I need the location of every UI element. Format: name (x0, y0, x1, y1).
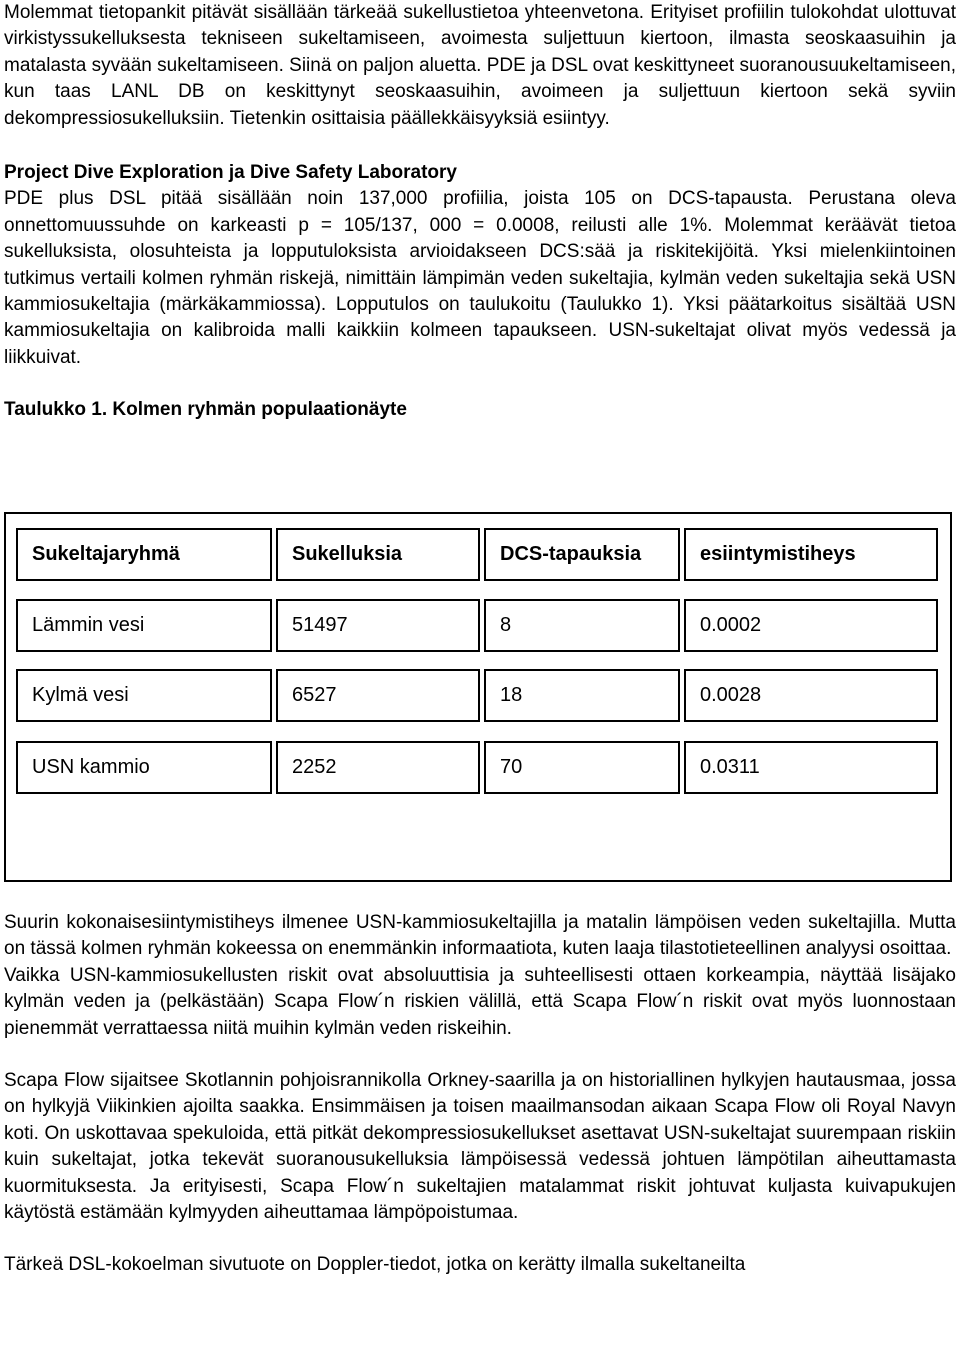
table-cell: 51497 (276, 599, 480, 652)
table-cell: 0.0002 (684, 599, 938, 652)
section-paragraph: PDE plus DSL pitää sisällään noin 137,000 profiilia, joista 105 on DCS-tapausta. Perustana oleva onnettomuussuhde on karkeasti p = 105/137, 000 = 0.0008, reilusti alle 1%. Molemmat keräävät tietoa sukelluksista, olosuhteista ja lopputuloksista arvioidakseen DCS:sää ja riskitekijöitä. Yksi mielenkiintoinen tutkimus vertaili kolmen ryhmän riskejä, nimittäin lämpimän veden sukeltajia, kylmän veden sukeltajia sekä USN kammiosukeltajia (märkäkammiossa). Lopputulos on taulukoitu (Taulukko 1). Yksi päätarkoitus sisältää USN kammiosukeltajia on kalibroida malli kaikkiin kolmeen tapaukseen. USN-sukeltajat olivat myös vedessä ja liikkuivat. (4, 188, 956, 368)
table-header-cell: Sukeltajaryhmä (16, 528, 272, 581)
table-cell: Lämmin vesi (16, 599, 272, 652)
table-cell: 8 (484, 599, 680, 652)
doppler-paragraph: Tärkeä DSL-kokoelman sivutuote on Doppler-tiedot, jotka on kerätty ilmalla sukeltaneilta (4, 1254, 746, 1276)
scapa-flow-paragraph: Scapa Flow sijaitsee Skotlannin pohjoisrannikolla Orkney-saarilla ja on historiallinen hylkyjen hautausmaa, jossa on hylkyjä Viikinkien ajoilta saakka. Ensimmäisen ja toisen maailmansodan aikaan Scapa Flow oli Royal Navyn koti. On uskottavaa spekuloida, että pitkät dekompressiosukellukset asettavat USN-sukeltajat suurempaan riskiin kuin sukeltajat, jotka tekevät suoranousukelluksia lämpöisessä vedessä johtuen lämpötilan aiheuttamasta kuormituksesta. Ja erityisesti, Scapa Flow´n sukeltajien matalammat riskit johtuvat kuljasta kuivapukujen käytöstä estämään kylmyyden aiheuttamaa lämpöpoistumaa. (4, 1070, 956, 1224)
table-header-cell: DCS-tapauksia (484, 528, 680, 581)
section-pde-dsl (4, 160, 956, 371)
lower-text (4, 910, 956, 1279)
table-cell: 18 (484, 669, 680, 722)
table-cell: 6527 (276, 669, 480, 722)
summary-paragraph-2: Vaikka USN-kammiosukellusten riskit ovat absoluuttisia ja suhteellisesti ottaen korkeampia, näyttää lisäjako kylmän veden ja (pelkästään) Scapa Flow´n riskien välillä, että Scapa Flow´n riskit ovat myös luonnostaan pienemmät verrattaessa niitä muihin kylmän veden riskeihin. (4, 964, 956, 1039)
table-cell: 2252 (276, 741, 480, 794)
table-cell: 70 (484, 741, 680, 794)
intro-paragraph: Molemmat tietopankit pitävät sisällään tärkeää sukellustietoa yhteenvetona. Erityiset profiilin tulokohdat ulottuvat virkistyssukelluksesta tekniseen sukeltamiseen, avoimesta suljettuun kiertoon, ilmasta seoskaasuihin ja matalasta syvään sukeltamiseen. Siinä on paljon aluetta. PDE ja DSL ovat keskittyneet suoranousuukeltamiseen, kun taas LANL DB on keskittynyt seoskaasuihin, avoimeen ja suljettuun kiertoon sekä syviin dekompressiosukelluksiin. Tietenkin osittaisia päällekkäisyyksiä esiintyy. (4, 2, 956, 129)
table-header-cell: esiintymistiheys (684, 528, 938, 581)
table-cell: USN kammio (16, 741, 272, 794)
table-cell: 0.0311 (684, 741, 938, 794)
population-table (4, 512, 952, 750)
section-heading: Project Dive Exploration ja Dive Safety Laboratory (4, 162, 457, 184)
document-page (4, 0, 956, 424)
table-cell: Kylmä vesi (16, 669, 272, 722)
table-header-cell: Sukelluksia (276, 528, 480, 581)
table-cell: 0.0028 (684, 669, 938, 722)
summary-paragraph-1: Suurin kokonaisesiintymistiheys ilmenee USN-kammiosukeltajilla ja matalin lämpöisen veden sukeltajilla. Mutta on tässä kolmen ryhmän kokeessa on enemmänkin informaatiota, kuten laaja tilastotieteellinen analyysi osoittaa. (4, 912, 956, 960)
table-caption: Taulukko 1. Kolmen ryhmän populaationäyte (4, 399, 407, 421)
